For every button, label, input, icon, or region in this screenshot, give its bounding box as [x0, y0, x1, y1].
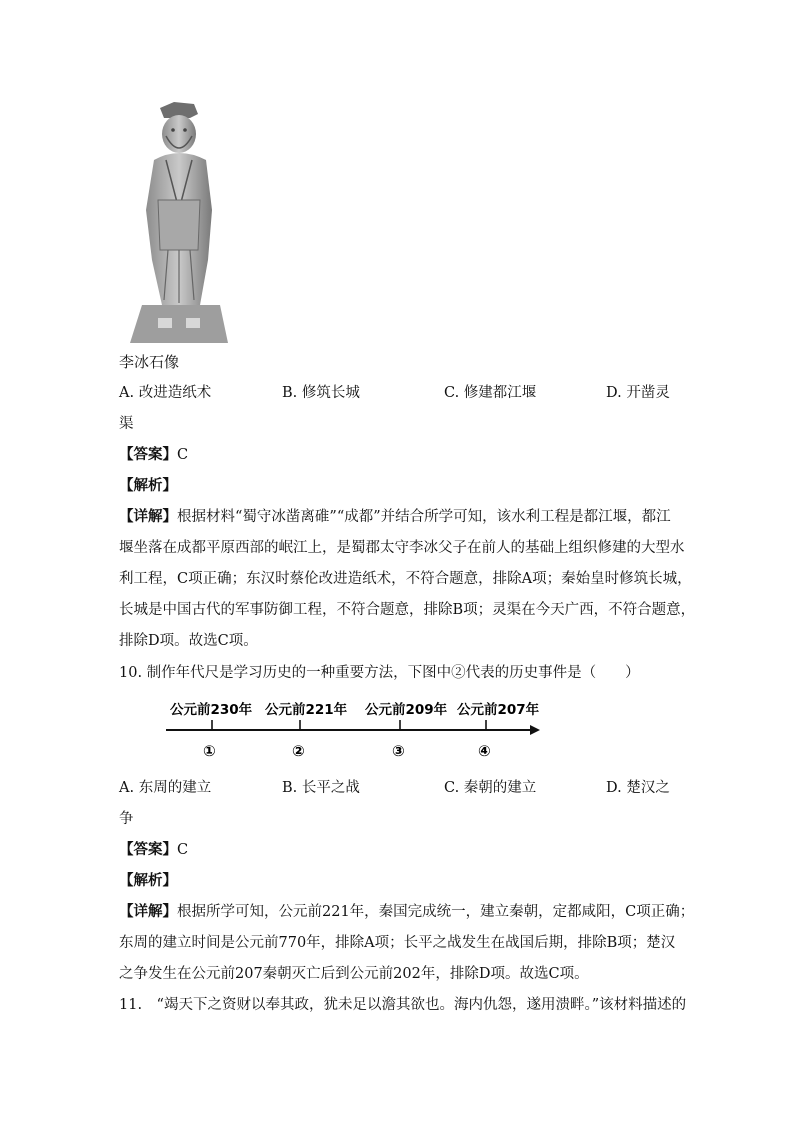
q10-detail-line-2: 东周的建立时间是公元前770年，排除A项；长平之战发生在战国后期，排除B项；楚汉	[119, 935, 676, 951]
q9-answer	[119, 445, 188, 465]
q9-option-d-wrap: 渠	[119, 416, 134, 432]
q10-option-a[interactable]: A. 东周的建立	[119, 780, 212, 796]
q9-detail-line-4: 长城是中国古代的军事防御工程，不符合题意，排除B项；灵渠在今天广西，不符合题意，	[119, 602, 696, 618]
q10-stem: 10. 制作年代尺是学习历史的一种重要方法，下图中②代表的历史事件是（ ）	[119, 665, 640, 681]
figure-caption: 李冰石像	[119, 353, 180, 371]
detail-label: 【详解】	[119, 903, 177, 920]
q10-answer	[119, 840, 188, 860]
q9-option-a[interactable]: A. 改进造纸术	[119, 385, 212, 401]
answer-label: 【答案】	[119, 841, 177, 858]
answer-label: 【答案】	[119, 446, 177, 463]
detail-text: 根据材料“蜀守冰凿离碓”“成都”并结合所学可知，该水利工程是都江堰，都江	[177, 509, 671, 525]
q10-option-d-wrap: 争	[119, 811, 134, 827]
q10-option-d[interactable]: D. 楚汉之	[606, 780, 670, 796]
q9-option-c[interactable]: C. 修建都江堰	[444, 385, 537, 401]
timeline-arrow	[530, 725, 540, 735]
timeline-label-3: 公元前209年	[365, 702, 448, 718]
q10-analysis-label: 【解析】	[119, 872, 177, 889]
q11-stem: 11. “竭天下之资财以奉其政，犹未足以澹其欲也。海内仇怨，遂用溃畔。”该材料描述的	[119, 997, 687, 1013]
q9-detail-line-5: 排除D项。故选C项。	[119, 633, 258, 649]
li-bing-statue-image	[128, 100, 236, 343]
q10-detail-line-3: 之争发生在公元前207秦朝灭亡后到公元前202年，排除D项。故选C项。	[119, 966, 589, 982]
timeline-label-4: 公元前207年	[457, 702, 540, 718]
detail-label: 【详解】	[119, 508, 177, 525]
timeline-marker-1: ①	[203, 742, 216, 760]
q10-detail-line-1	[119, 902, 694, 922]
q9-detail-line-2: 堰坐落在成都平原西部的岷江上，是蜀郡太守李冰父子在前人的基础上组织修建的大型水	[119, 540, 685, 556]
q9-analysis-label: 【解析】	[119, 477, 177, 494]
q9-option-d[interactable]: D. 开凿灵	[606, 385, 670, 401]
q9-detail-line-1	[119, 507, 671, 527]
q9-option-b[interactable]: B. 修筑长城	[282, 385, 360, 401]
q9-detail-line-3: 利工程，C项正确；东汉时蔡伦改进造纸术，不符合题意，排除A项；秦始皇时修筑长城，	[119, 571, 692, 587]
timeline-marker-2: ②	[292, 742, 305, 760]
timeline-marker-3: ③	[392, 742, 405, 760]
timeline-label-2: 公元前221年	[265, 702, 348, 718]
detail-text: 根据所学可知，公元前221年，秦国完成统一，建立秦朝，定都咸阳，C项正确；	[177, 904, 695, 920]
timeline-diagram	[160, 694, 550, 766]
answer-value: C	[177, 447, 189, 463]
q10-option-c[interactable]: C. 秦朝的建立	[444, 780, 537, 796]
answer-value: C	[177, 842, 189, 858]
q10-option-b[interactable]: B. 长平之战	[282, 780, 360, 796]
timeline-marker-4: ④	[478, 742, 491, 760]
timeline-label-1: 公元前230年	[170, 702, 253, 718]
